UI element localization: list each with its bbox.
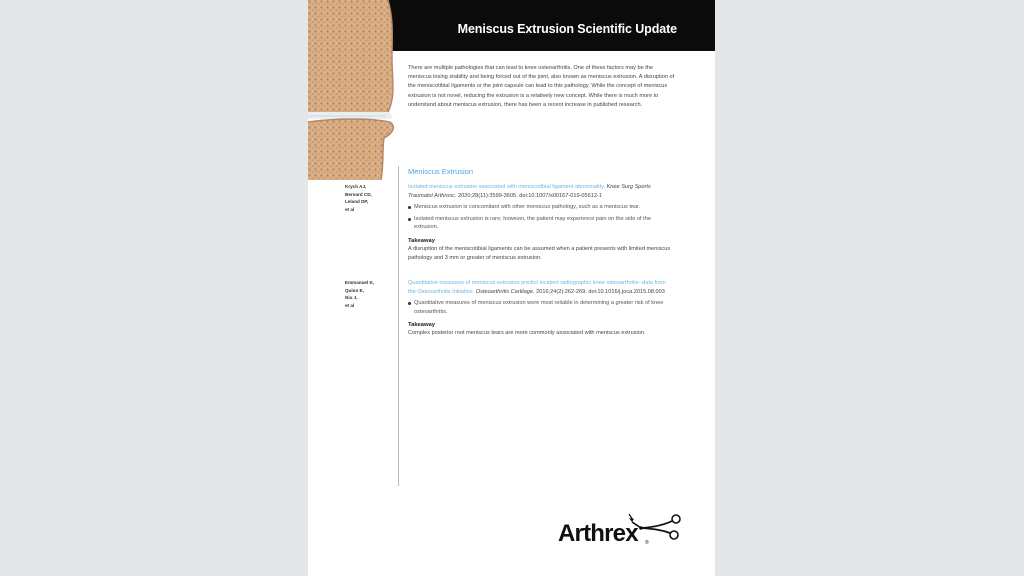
author-line: Niu J, (345, 295, 358, 301)
logo-wordmark: Arthrex (558, 520, 638, 547)
column-divider (398, 166, 399, 486)
bullet-item: Isolated meniscus extrusion is rare; however, the patient may experience pain on the side of the extrusion. (408, 215, 674, 232)
bullet-list (408, 203, 674, 232)
takeaway-heading: Takeaway (408, 322, 435, 329)
section-title: Meniscus Extrusion (408, 167, 474, 176)
registered-mark: ® (645, 540, 649, 546)
entry-authors (345, 279, 374, 309)
bullet-item: Meniscus extrusion is concomitant with other meniscus pathology, such as a meniscus tear. (408, 203, 674, 212)
reference (408, 183, 674, 200)
author-line: et al (345, 302, 355, 308)
reference-title-link[interactable]: Isolated meniscus extrusion associated with meniscotibial ligament abnormality. (408, 184, 606, 190)
author-line: Emmanuel K, (345, 280, 375, 285)
research-entry (408, 279, 674, 338)
bullet-list (408, 299, 674, 316)
document-page (308, 0, 715, 576)
author-line: Bernard CD, (345, 191, 372, 197)
entry-authors (345, 183, 372, 213)
knee-illustration (308, 0, 403, 180)
takeaway-heading: Takeaway (408, 237, 435, 244)
author-line: Quinn E, (345, 287, 364, 293)
intro-paragraph: There are multiple pathologies that can lead to knee osteoarthritis. One of these factors may be the meniscus losing stability and being forced out of the joint, also known as meniscus extrusion. A disruption of the meniscotibial ligaments or the joint capsule can lead to this pathology. While the concept of meniscus extrusion is not novel, reducing the extrusion is a relatively new concept. While there is much more to understand about meniscus extrusion, there has been a recent increase in published research. (408, 65, 675, 108)
takeaway-text: A disruption of the meniscotibial ligaments can be assumed when a patient presents with limited meniscus pathology and 3 mm or greater of meniscus extrusion. (408, 245, 671, 261)
reference-journal: Osteoarthritis Cartilage. (475, 288, 535, 295)
reference-citation: 2020;28(11):3599-3605. doi:10.1007/s00167-019-05612-1 (458, 192, 602, 199)
arthrex-logo (558, 511, 683, 551)
document-title: Meniscus Extrusion Scientific Update (457, 22, 677, 36)
reference-citation: 2016;24(2):262-269. doi:10.1016/j.joca.2015.08.003 (536, 288, 665, 295)
takeaway-text: Complex posterior root meniscus tears are more commonly associated with meniscus extrusion. (408, 330, 646, 337)
reference (408, 279, 674, 296)
bullet-item: Quantitative measures of meniscus extrusion were most reliable in determining a greater risk of knee osteoarthritis. (408, 299, 674, 316)
reference-journal: Knee Surg Sports Traumatol Arthrosc. (408, 184, 651, 199)
reference-title-link[interactable]: Quantitative measures of meniscus extrusion predict incident radiographic knee osteoarthritis--data from the Osteoarthritis Initiative. (408, 280, 666, 295)
research-entry (408, 183, 674, 262)
author-line: et al (345, 206, 355, 212)
author-line: Leland DP, (345, 199, 369, 205)
author-line: Krych AJ, (345, 184, 367, 189)
